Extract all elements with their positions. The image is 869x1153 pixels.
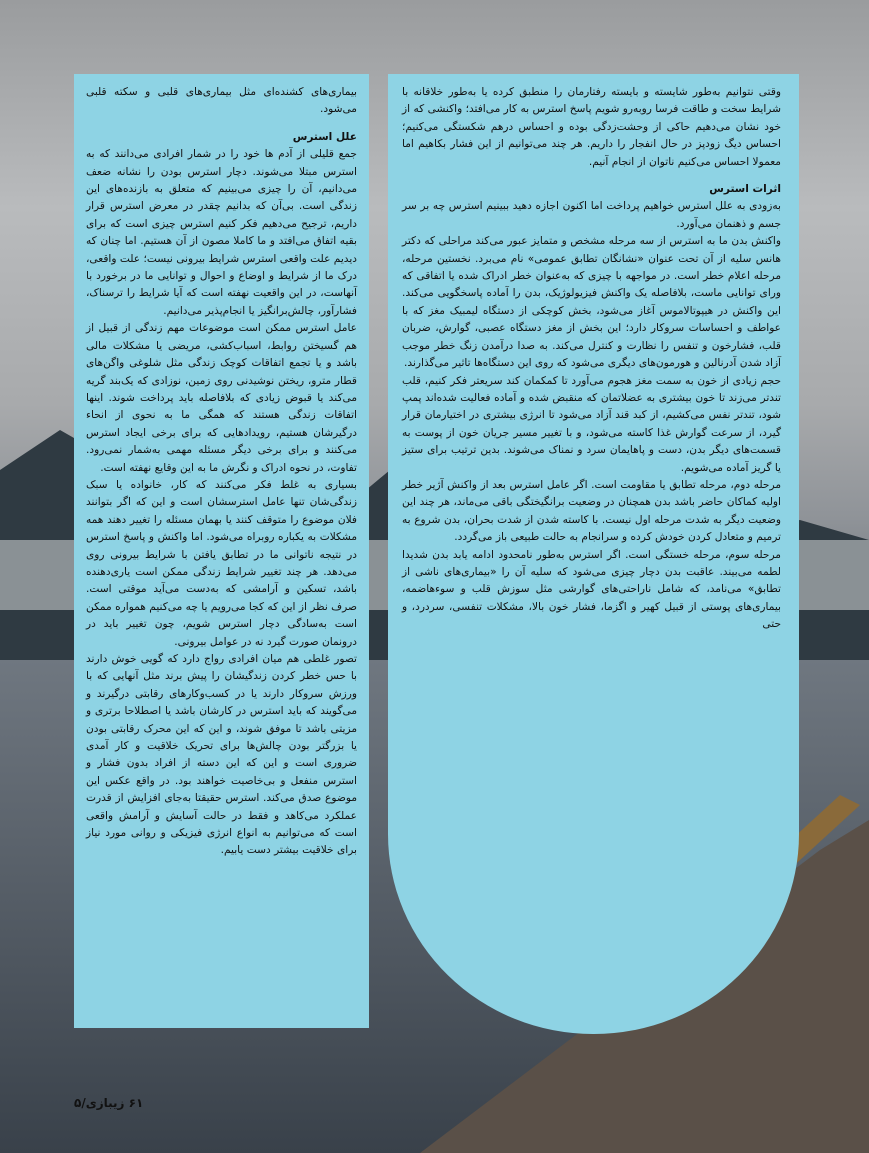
magazine-name: زیبازی/۵ bbox=[74, 1096, 125, 1110]
page-footer bbox=[74, 1096, 143, 1110]
body-paragraph: بسیاری به غلط فکر می‌کنند که کار، خانواده یا سبک زندگی‌شان تنها عامل استرسشان است و این که اگر بتوانند فلان موضوع را متوقف کنند یا بهمان مسئله را تغییر دهند همه مشکلات به یکباره روبراه می‌شود. اما واکنش و پاسخ استرس در نتیجه ناتوانی ما در تطابق یافتن با شرایط بیرونی روی می‌دهد. هر چند تغییر شرایط زندگی ممکن است یاری‌دهنده باشد، تسکین و آرامشی که به‌دست می‌آید موقتی است. صرف نظر از این که کجا می‌رویم یا چه می‌کنیم همواره ممکن است به‌سادگی دچار استرس شویم، چون تغییر باید در درونمان صورت گیرد نه در عوامل بیرونی. bbox=[86, 478, 357, 648]
body-paragraph: جمع قلیلی از آدم ها خود را در شمار افرادی می‌دانند که به استرس مبتلا می‌شوند. دچار استرس بودن را نشانه ضعف می‌دانیم، آن را چیزی می‌بینیم که متعلق به بازنده‌های این زندگی است. بی‌آن که بدانیم چقدر در معرض استرس قرار داریم، ترجیح می‌دهیم فکر کنیم استرس چیزی است که برای بقیه اتفاق می‌افتد و ما کاملا مصون از آن هستیم. اما چنان که دیدیم علت واقعی استرس شرایط بیرونی نیست؛ علت واقعی، درک ما از شرایط و اوضاع و احوال و توانایی ما در برخورد با آنهاست، در این واقعیت نهفته است که آیا شرایط را ترسناک، فشارآور، چالش‌برانگیز یا انجام‌پذیر می‌دانیم. bbox=[86, 148, 357, 317]
section-heading-effects: اثرات استرس bbox=[709, 183, 781, 196]
page-number: ۶۱ bbox=[128, 1096, 144, 1110]
body-paragraph: به‌زودی به علل استرس خواهیم پرداخت اما اکنون اجازه دهید ببینیم استرس چه بر سر جسم و ذهنمان می‌آورد. bbox=[402, 200, 781, 230]
body-paragraph: واکنش بدن ما به استرس از سه مرحله مشخص و متمایز عبور می‌کند مراحلی که دکتر هانس سلیه از آن تحت عنوان «نشانگان تطابق عمومی» نام می‌برد. نخستین مرحله، مرحله اعلام خطر است. در مواجهه با چیزی که به‌عنوان خطر ادراک شده یا اتفاقی که ورای توانایی ماست، بلافاصله یک واکنش فیزیولوژیک، بدن را آماده پاسخگویی می‌کند. این واکنش در هیپوتالاموس آغاز می‌شود، بخش کوچکی از دستگاه لیمبیک مغز که با عواطف و احساسات سروکار دارد؛ این بخش از مغز دستگاه عصبی، گوارش، ضربان قلب، فشارخون و تنفس را نظارت و کنترل می‌کند. به صدا درآمدن زنگ خطر موجب آزاد شدن آدرنالین و هورمون‌های دیگری می‌شود که روی این دستگاه‌ها تاثیر می‌گذارند. bbox=[402, 235, 781, 370]
body-paragraph: مرحله دوم، مرحله تطابق یا مقاومت است. اگر عامل استرس بعد از واکنش آژیر خطر اولیه کماکان حاضر باشد بدن همچنان در وضعیت برانگیختگی باقی می‌ماند، هر چند این وضعیت دیگر به شدت مرحله اول نیست. با کاسته شدن از شدت بحران، بدن شروع به ترمیم و متعادل کردن خودش کرده و سرانجام به حالت طبیعی باز می‌گردد. bbox=[402, 478, 781, 544]
intro-paragraph: بیماری‌های کشنده‌ای مثل بیماری‌های قلبی و سکته قلبی می‌شود. bbox=[86, 86, 357, 116]
body-paragraph: مرحله سوم، مرحله خستگی است. اگر استرس به‌طور نامحدود ادامه یابد بدن شدیدا لطمه می‌بیند. عاقبت بدن دچار چیزی می‌شود که سلیه آن را «بیماری‌های ناشی از تطابق» می‌نامد، که شامل ناراحتی‌های گوارشی مثل سوزش قلب و سوءهاضمه، بیماری‌های پوستی از قبیل کهیر و اگزما، فشار خون بالا، مشکلات تنفسی، سردرد، و حتی bbox=[402, 548, 781, 631]
body-paragraph: حجم زیادی از خون به سمت مغز هجوم می‌آورد تا کمکمان کند سریعتر فکر کنیم، قلب تندتر می‌زند تا خون بیشتری به عضلاتمان که منقبض شده و آماده فعالیت شده‌اند پمپ شود، تندتر نفس می‌کشیم، از کبد قند آزاد می‌شود تا انرژی بیشتری در اختیارمان قرار گیرد، از سرعت گوارش غذا کاسته می‌شود، و با تغییر مسیر جریان خون از پوست به قسمت‌های دیگر بدن، دست و پاهایمان سرد و نمناک می‌شوند. بدین ترتیب برای ستیز یا گریز آماده می‌شویم. bbox=[402, 374, 781, 474]
body-paragraph: عامل استرس ممکن است موضوعات مهم زندگی از قبیل از هم گسیختن روابط، اسباب‌کشی، مریضی یا مشکلات مالی باشد و یا تجمع اتفاقات کوچک زندگی مثل شلوغی واگن‌های قطار مترو، ریختن نوشیدنی روی زمین، نوزادی که یک‌بند گریه می‌کند یا قبوض زیادی که بلافاصله باید پرداخت شوند. اینها اتفاقات زندگی هستند که همگی ما به نحوی از انحاء درگیرشان هستیم، رویدادهایی که برای برخی ایجاد استرس می‌کنند و برای برخی دیگر مسئله مهمی به‌شمار نمی‌رود. تفاوت، در نحوه ادراک و نگرش ما به این وقایع نهفته است. bbox=[86, 322, 357, 474]
section-heading-causes: علل استرس bbox=[292, 130, 357, 143]
article-column-left bbox=[74, 74, 369, 1028]
article-column-right bbox=[388, 74, 799, 1034]
body-paragraph: تصور غلطی هم میان افرادی رواج دارد که گویی خوش دارند با حس خطر کردن زندگیشان را پیش برند مثل آنهایی که با ورزش سروکار دارند یا در کسب‌وکارهای رقابتی درگیرند و می‌گویند که باید استرس در کارشان باشد یا اصطلاحا برتری و مزیتی باشد تا موفق شوند، و این که این محرک رقابتی بودن یا بزرگتر بودن چالش‌ها برای تحریک خلاقیت و کار آمدی ضروری است و این که این دسته از افراد بدون فشار و استرس منفعل و بی‌خاصیت خواهند بود. در واقع عکس این موضوع صدق می‌کند. استرس حقیقتا به‌جای افزایش از قدرت عملکرد می‌کاهد و فقط در حالت آسایش و آرامش واقعی است که می‌توانیم به انواع انرژی فیزیکی و روانی مورد نیاز برای خلاقیت بیشتر دست یابیم. bbox=[86, 653, 357, 857]
intro-paragraph: وقتی نتوانیم به‌طور شایسته و بایسته رفتارمان را منطبق کرده یا به‌طور خلاقانه با شرایط سخت و طاقت فرسا روبه‌رو شویم پاسخ استرس به کار می‌افتد؛ واکنشی که از خود نشان می‌دهیم حاکی از وحشت‌زدگی بوده و احساس درهم شکستگی می‌کنیم؛ احساس دیگ زودپز در حال انفجار را داریم. هر چند می‌توانیم از این فشار بکاهیم اما معمولا احساس می‌کنیم ناتوان از انجام آنیم. bbox=[402, 86, 781, 168]
